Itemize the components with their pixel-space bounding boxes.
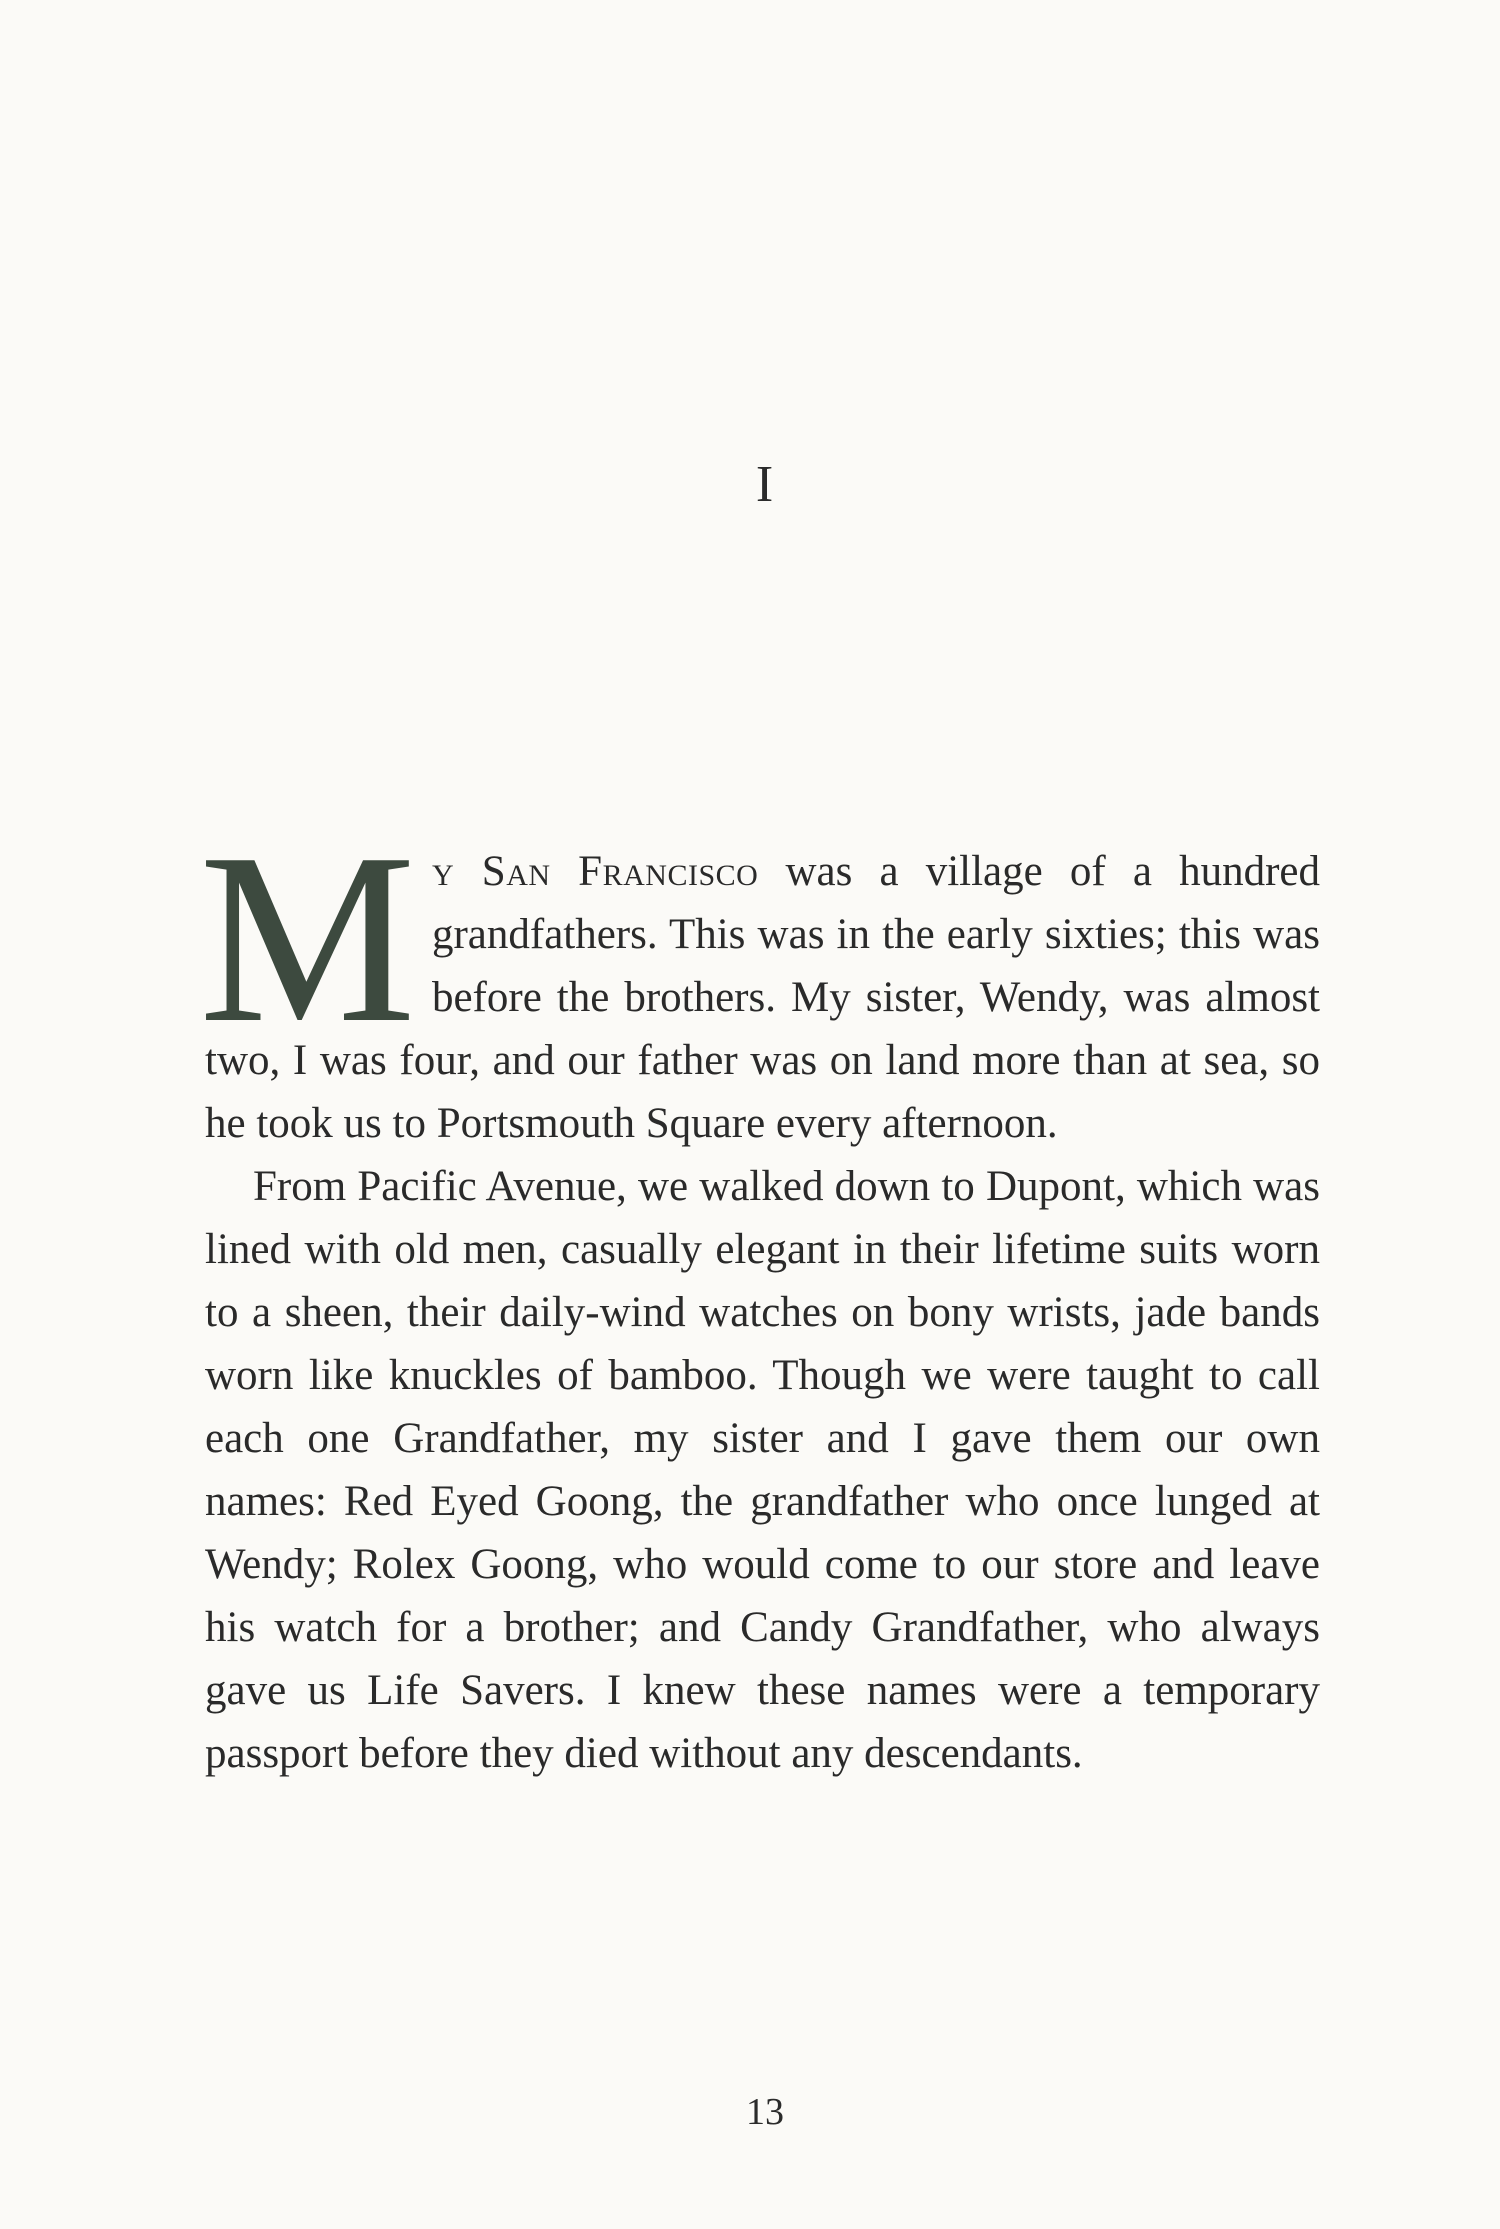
- body-text: [199, 803, 1320, 1785]
- paragraph-1-text: was a village of a hundred grandfathers. This was in the early sixties; this was before the brothers. My sister, Wendy, was almost two, I was four, and our father was on land more than at sea, so he took us to Portsmouth Square every afternoon.: [205, 848, 1320, 1147]
- page-number: 13: [746, 2091, 784, 2133]
- paragraph-1: [199, 803, 1320, 1155]
- paragraph-2: From Pacific Avenue, we walked down to Dupont, which was lined with old men, casually elegant in their lifetime suits worn to a sheen, their daily-wind watches on bony wrists, jade bands worn like knuckles of bamboo. Though we were taught to call each one Grandfather, my sister and I gave them our own names: Red Eyed Goong, the grandfather who once lunged at Wendy; Rolex Goong, who would come to our store and leave his watch for a brother; and Candy Grandfather, who always gave us Life Savers. I knew these names were a temporary passport before they died without any descendants.: [205, 1163, 1320, 1777]
- lead-in-smallcaps: y San Francisco: [431, 848, 759, 895]
- chapter-number: I: [755, 456, 775, 513]
- drop-cap: M: [199, 803, 416, 1073]
